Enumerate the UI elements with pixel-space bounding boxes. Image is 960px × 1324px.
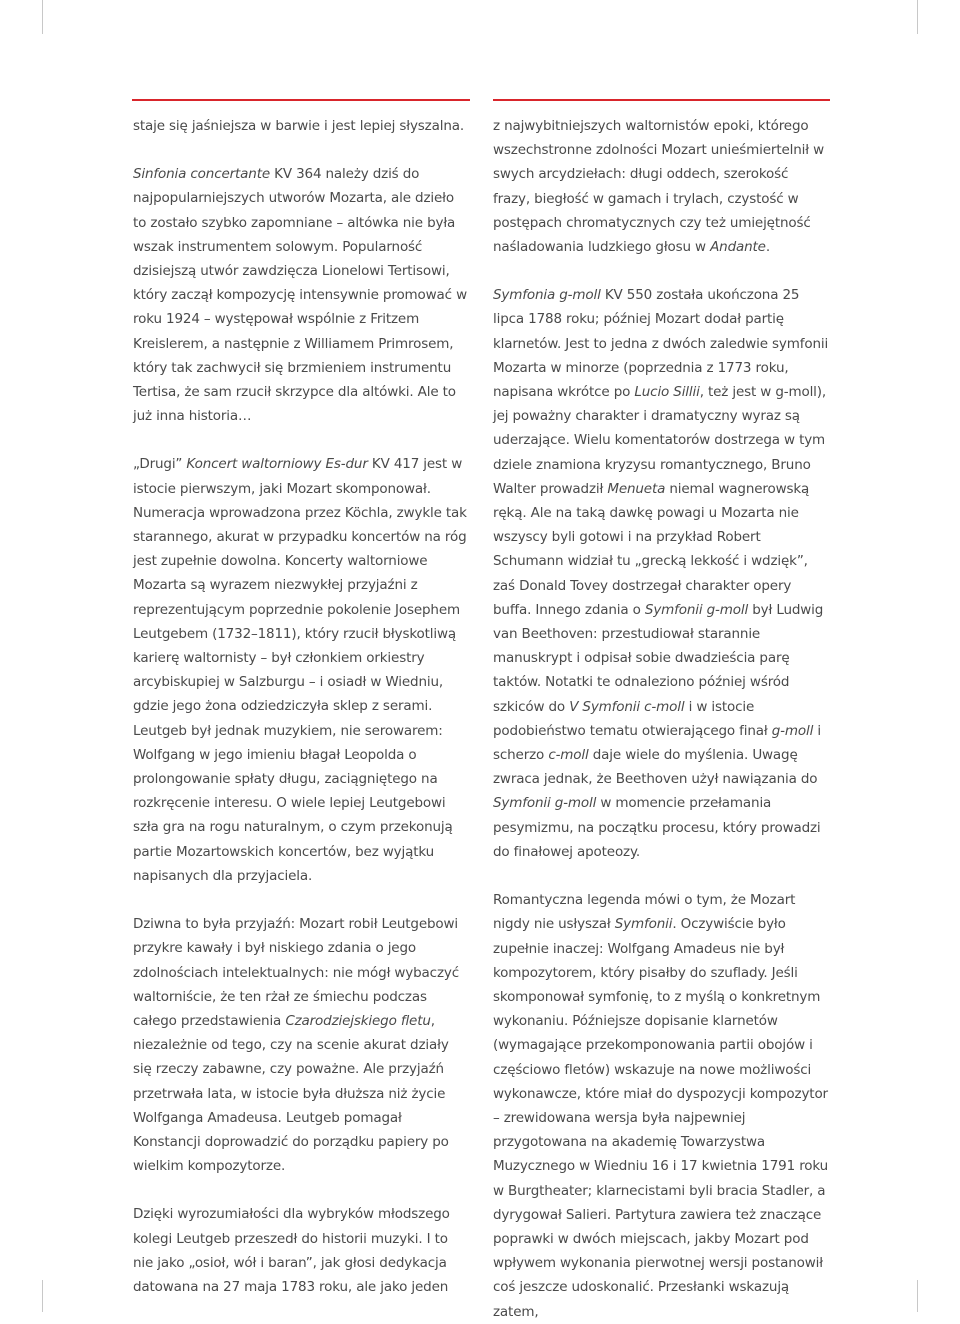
text-run: staje się jaśniejsza w barwie i jest lepiej słyszalna. <box>133 118 465 134</box>
left-text-column <box>133 114 469 1299</box>
italic-title-text: Andante <box>710 239 766 256</box>
text-run: Romantyczna legenda mówi o tym, że Mozart nigdy nie usłyszał <box>493 892 796 933</box>
text-run: „Drugi” <box>133 456 187 473</box>
italic-title-text: Symfonii g-moll <box>644 601 749 618</box>
text-run: i w istocie podobieństwo tematu otwierającego finał <box>493 698 772 739</box>
text-run: był Ludwig van Beethoven: przestudiował starannie manuskrypt i odpisał sobie dwadzieścia parę taktów. Notatki te odnaleziono później wśród szkiców do <box>493 601 824 715</box>
paragraph <box>133 162 469 428</box>
italic-title-text: Czarodziejskiego fletu <box>285 1012 431 1029</box>
paragraph <box>493 114 829 259</box>
crop-mark-top-right <box>917 0 918 34</box>
italic-title-text: Koncert waltorniowy Es-dur <box>186 456 368 473</box>
paragraph <box>493 888 829 1324</box>
crop-mark-bottom-right <box>917 1280 918 1312</box>
text-run: , też jest w g-moll), jej poważny charakter i dramatyczny wyraz są uderzające. Wielu komentatorów dostrzega w tym dziele znamiona kryzysu romantycznego, Bruno Walter prowadził <box>493 384 827 497</box>
italic-title-text: Menueta <box>607 480 666 497</box>
italic-title-text: V Symfonii c-moll <box>569 698 685 715</box>
header-rule-right <box>493 99 830 101</box>
text-run: Dzięki wyrozumiałości dla wybryków młodszego kolegi Leutgeb przeszedł do historii muzyki. I to nie jako „osioł, wół i baran”, jak głosi dedykacja datowana na 27 maja 1783 roku, ale jako jeden <box>133 1206 450 1295</box>
paragraph <box>133 114 469 138</box>
crop-mark-bottom-left <box>42 1280 43 1312</box>
italic-title-text: Sinfonia concertante <box>133 166 270 183</box>
paragraph <box>133 452 469 888</box>
text-run: niemal wagnerowską ręką. Ale na taką dawkę powagi u Mozarta nie wszyscy byli gotowi i na przykład Robert Schumann widział tu „grecką lekkość i wdzięk”, zaś Donald Tovey dostrzegał charakter opery buffa. Innego zdania o <box>493 480 810 618</box>
italic-title-text: Symfonia g-moll <box>493 287 601 304</box>
text-run: z najwybitniejszych waltornistów epoki, którego wszechstronne zdolności Mozart unieśmiertelnił w swych arcydziełach: długi oddech, szerokość frazy, biegłość w gamach i trylach, czystość w postępach chromatycznych czy też umiejętność naśladowania ludzkiego głosu w <box>493 118 824 256</box>
text-run: KV 550 została ukończona 25 lipca 1788 roku; później Mozart dodał partię klarnetów. Jest to jedna z dwóch zaledwie symfonii Mozarta w minorze (poprzednia z 1773 roku, napisana wkrótce po <box>493 287 829 401</box>
text-run: , niezależnie od tego, czy na scenie akurat działy się rzeczy zabawne, czy poważne. Ale przyjaźń przetrwała lata, w istocie była dłuższa niż życie Wolfganga Amadeusa. Leutgeb pomagał Konstancji doprowadzić do porządku papiery po wielkim kompozytorze. <box>133 1012 449 1175</box>
text-run: . <box>765 239 770 256</box>
italic-title-text: g-moll <box>771 722 814 739</box>
text-run: w momencie przełamania pesymizmu, na początku procesu, który prowadzi do finałowej apoteozy. <box>493 795 821 860</box>
italic-title-text: Symfonii g-moll <box>493 795 597 812</box>
italic-title-text: Symfonii <box>614 916 673 933</box>
paragraph <box>493 283 829 864</box>
italic-title-text: c-moll <box>548 747 589 764</box>
text-run: KV 417 jest w istocie pierwszym, jaki Mozart skomponował. Numeracja wprowadzona przez Köchla, zwykle tak starannego, akurat w przypadku koncertów na róg jest zupełnie dowolna. Koncerty waltorniowe Mozarta są wyrazem niezwykłej przyjaźni z reprezentującym poprzednie pokolenie Josephem Leutgebem (1732–1811), który rzucił błyskotliwą karierę waltornisty – był członkiem orkiestry arcybiskupiej w Salzburgu – i osiadł w Wiedniu, gdzie jego żona odziedziczyła sklep z serami. Leutgeb był jednak muzykiem, nie serowarem: Wolfgang w jego imieniu błagał Leopolda o prolongowanie spłaty długu, zaciągniętego na rozkręcenie interesu. O wiele lepiej Leutgebowi szła gra na rogu naturalnym, o czym przekonują partie Mozartowskich koncertów, bez wyjątku napisanych dla przyjaciela. <box>133 456 467 884</box>
text-run: daje wiele do myślenia. Uwagę zwraca jednak, że Beethoven użył nawiązania do <box>493 747 818 788</box>
paragraph <box>133 1202 469 1299</box>
italic-title-text: Lucio Sillii <box>634 384 700 401</box>
text-run: . Oczywiście było zupełnie inaczej: Wolfgang Amadeus nie był kompozytorem, który pisałby do szuflady. Jeśli skomponował symfonię, to z myślą o konkretnym wykonaniu. Późniejsze dopisanie klarnetów (wymagające przekomponowania partii obojów i częściowo fletów) wskazuje na nowe możliwości wykonawcze, które miał do dyspozycji kompozytor – zrewidowana wersja była najpewniej przygotowana na akademię Towarzystwa Muzycznego w Wiedniu 16 i 17 kwietnia 1791 roku w Burgtheater; klarnecistami byli bracia Stadler, a dyrygował Salieri. Partytura zawiera też znaczące poprawki w dwóch miejscach, jakby Mozart pod wpływem wykonania pierwotnej wersji postanowił coś jeszcze udoskonalić. Przesłanki wskazują zatem, <box>493 916 829 1320</box>
paragraph <box>133 912 469 1178</box>
header-rule-left <box>132 99 470 101</box>
crop-mark-top-left <box>42 0 43 34</box>
text-run: i scherzo <box>493 722 821 764</box>
text-run: Dziwna to była przyjaźń: Mozart robił Leutgebowi przykre kawały i był niskiego zdania o jego zdolnościach intelektualnych: nie mógł wybaczyć waltorniście, że ten rżał ze śmiechu podczas całego przedstawienia <box>133 916 460 1029</box>
right-text-column <box>493 114 829 1324</box>
text-run: KV 364 należy dziś do najpopularniejszych utworów Mozarta, ale dzieło to zostało szybko zapomniane – altówka nie była wszak instrumentem solowym. Popularność dzisiejszą utwór zawdzięcza Lionelowi Tertisowi, który zaczął kompozycję intensywnie promować w roku 1924 – występował wspólnie z Fritzem Kreislerem, a następnie z Williamem Primrosem, który tak zachwycił się brzmieniem instrumentu Tertisa, że sam rzucił skrzypce dla altówki. Ale to już inna historia… <box>133 166 467 425</box>
